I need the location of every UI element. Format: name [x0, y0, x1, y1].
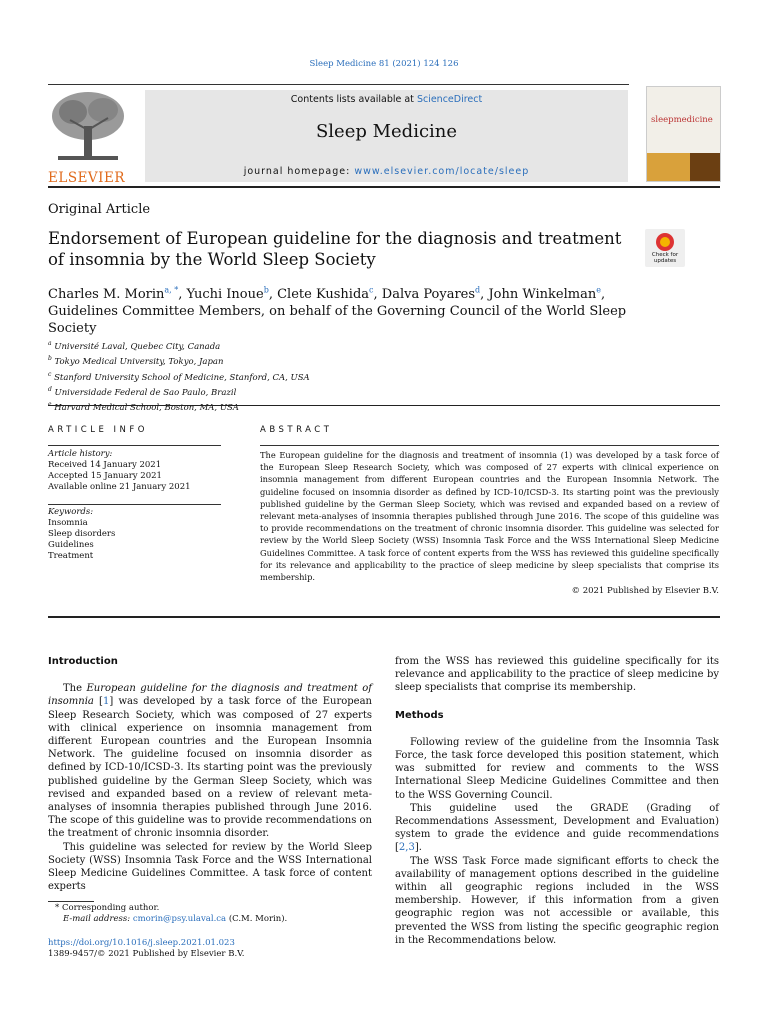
- contents-prefix: Contents lists available at: [290, 94, 414, 105]
- keyword: Treatment: [48, 551, 94, 561]
- methods-paragraph-1: Following review of the guideline from the Insomnia Task Force, the task force developed this position statement, which was submitted for review and comments to the WSS International Sleep Medicine Guidelines Committee and then to the WSS Governing Council.: [395, 736, 719, 801]
- keyword: Sleep disorders: [48, 529, 116, 539]
- article-title: Endorsement of European guideline for the diagnosis and treatment of insomnia by the World Sleep Society: [48, 229, 622, 269]
- keyword: Insomnia: [48, 518, 88, 528]
- introduction-heading: Introduction: [48, 656, 118, 667]
- keywords: [48, 507, 223, 562]
- tree-icon: [48, 90, 128, 166]
- affiliation: $^b$ Tokyo Medical University, Tokyo, Japan: [48, 355, 224, 368]
- check-for-updates-badge[interactable]: [645, 229, 685, 267]
- email-note: E-mail address: cmorin@psy.ulaval.ca (C.M. Morin).: [63, 914, 288, 924]
- affiliation: $^c$ Stanford University School of Medicine, Stanford, CA, USA: [48, 370, 310, 383]
- methods-heading: Methods: [395, 709, 444, 721]
- author[interactable]: Clete Kushida$^c$,: [277, 286, 382, 303]
- email-link[interactable]: cmorin@psy.ulaval.ca: [132, 914, 227, 924]
- check-updates-label: Check for updates: [651, 252, 679, 264]
- received-date: Received 14 January 2021: [48, 460, 162, 470]
- homepage-line: [145, 166, 628, 177]
- affiliation: $^a$ Université Laval, Quebec City, Canada: [48, 340, 221, 352]
- contents-line: [145, 94, 628, 105]
- footnote-rule: [48, 901, 94, 902]
- online-date: Available online 21 January 2021: [48, 482, 191, 492]
- author-list: [48, 282, 638, 337]
- abstract-copyright: © 2021 Published by Elsevier B.V.: [571, 586, 719, 596]
- header-rule: [48, 84, 629, 85]
- article-info-heading: ARTICLE INFO: [48, 425, 148, 435]
- keyword: Guidelines: [48, 540, 94, 550]
- doi-link[interactable]: https://doi.org/10.1016/j.sleep.2021.01.023: [48, 938, 235, 948]
- reference-link[interactable]: 2,3: [398, 842, 415, 854]
- affiliation: $^d$ Universidade Federal de Sao Paulo, Brazil: [48, 385, 237, 398]
- author[interactable]: John Winkelman$^e$,: [488, 286, 606, 303]
- reference-link[interactable]: 1: [102, 696, 110, 708]
- sciencedirect-link[interactable]: ScienceDirect: [416, 94, 483, 105]
- methods-paragraph-3: The WSS Task Force made significant efforts to check the availability of management options described in the guideline within all geographic regions included in the WSS membership. However, if this information from a given geographic region was not accessible or available, this prevented the WSS from listing the specific geographic region in the Recommendations below.: [395, 855, 719, 946]
- masthead-rule: [48, 186, 720, 188]
- homepage-link[interactable]: www.elsevier.com/locate/sleep: [354, 166, 530, 177]
- article-history: [48, 449, 223, 493]
- methods-paragraph-2: This guideline used the GRADE (Grading of Recommendations Assessment, Development and Evaluation) system to grade the evidence and guide recommendations [2,3].: [395, 802, 719, 854]
- author[interactable]: Yuchi Inoue$^b$,: [186, 286, 278, 303]
- corresponding-note: * Corresponding author.: [55, 903, 160, 913]
- affiliation-list: [48, 338, 608, 415]
- author[interactable]: Charles M. Morin$^{a, *}$,: [48, 286, 187, 303]
- cover-title: sleepmedicine: [651, 115, 713, 125]
- doi-block: [48, 938, 368, 960]
- cover-photo: [690, 153, 720, 181]
- keywords-rule: [48, 504, 221, 505]
- author[interactable]: Dalva Poyares$^d$,: [381, 286, 489, 303]
- right-column: [395, 655, 719, 947]
- abstract-heading: ABSTRACT: [260, 425, 333, 435]
- author-group: Guidelines Committee Members, on behalf of the Governing Council of the World Sleep Society: [48, 304, 627, 337]
- abstract-end-rule: [48, 616, 720, 618]
- accepted-date: Accepted 15 January 2021: [48, 471, 162, 481]
- elsevier-wordmark: ELSEVIER: [48, 170, 126, 186]
- article-info-rule: [48, 445, 221, 446]
- footnotes: [55, 903, 375, 925]
- issn-line: 1389-9457/© 2021 Published by Elsevier B.V.: [48, 949, 245, 959]
- intro-paragraph-1: The European guideline for the diagnosis and treatment of insomnia [1] was developed by a task force of the European Sleep Research Society, which was composed of 27 experts with clinical experience on insomnia management from different European countries and the European Insomnia Network. The guideline focused on insomnia disorder as defined by ICD-10/ICSD-3. Its starting point was the previously published guideline by the German Sleep Society, which was revised and expanded based on a review of relevant meta-analyses of insomnia therapies published through June 2016. The scope of this guideline was to provide recommendations on the treatment of chronic insomnia disorder.: [48, 683, 372, 840]
- abstract-text: The European guideline for the diagnosis and treatment of insomnia (1) was developed by a task force of the European Sleep Research Society, which was composed of 27 experts with clinical experience on insomnia management from different European countries and the European Insomnia Network. The guideline focused on insomnia disorder as defined by ICD-10/ICSD-3. Its starting point was the previously published guideline by the German Sleep Society, which was revised and expanded based on a review of relevant meta-analyses of insomnia therapies published through June 2016. The scope of this guideline was to provide recommendations on the treatment of chronic insomnia disorder. This guideline was selected for review by the World Sleep Society (WSS) Insomnia Task Force and the WSS International Sleep Medicine Guidelines Committee. A task force of content experts from the WSS has reviewed this guideline specifically for its relevance and applicability to the practice of sleep medicine by sleep specialists that comprise its membership.: [260, 450, 719, 583]
- history-label: Article history:: [48, 449, 113, 459]
- abstract-rule: [260, 445, 719, 446]
- running-header[interactable]: Sleep Medicine 81 (2021) 124 126: [309, 59, 459, 69]
- left-column: [48, 655, 372, 893]
- journal-cover-image: [646, 86, 721, 182]
- keywords-label: Keywords:: [48, 507, 94, 517]
- intro-continued: from the WSS has reviewed this guideline specifically for its relevance and applicability to the practice of sleep medicine by sleep specialists that comprise its membership.: [395, 656, 719, 694]
- journal-name: Sleep Medicine: [315, 121, 458, 142]
- intro-paragraph-2: This guideline was selected for review by the World Sleep Society (WSS) Insomnia Task Force and the WSS International Sleep Medicine Guidelines Committee. A task force of content experts: [48, 841, 372, 893]
- elsevier-logo: [48, 90, 128, 186]
- article-type: Original Article: [48, 202, 151, 217]
- homepage-prefix: journal homepage:: [243, 166, 351, 177]
- affiliation: $^e$ Harvard Medical School, Boston, MA, USA: [48, 401, 239, 414]
- front-matter-rule: [48, 405, 720, 406]
